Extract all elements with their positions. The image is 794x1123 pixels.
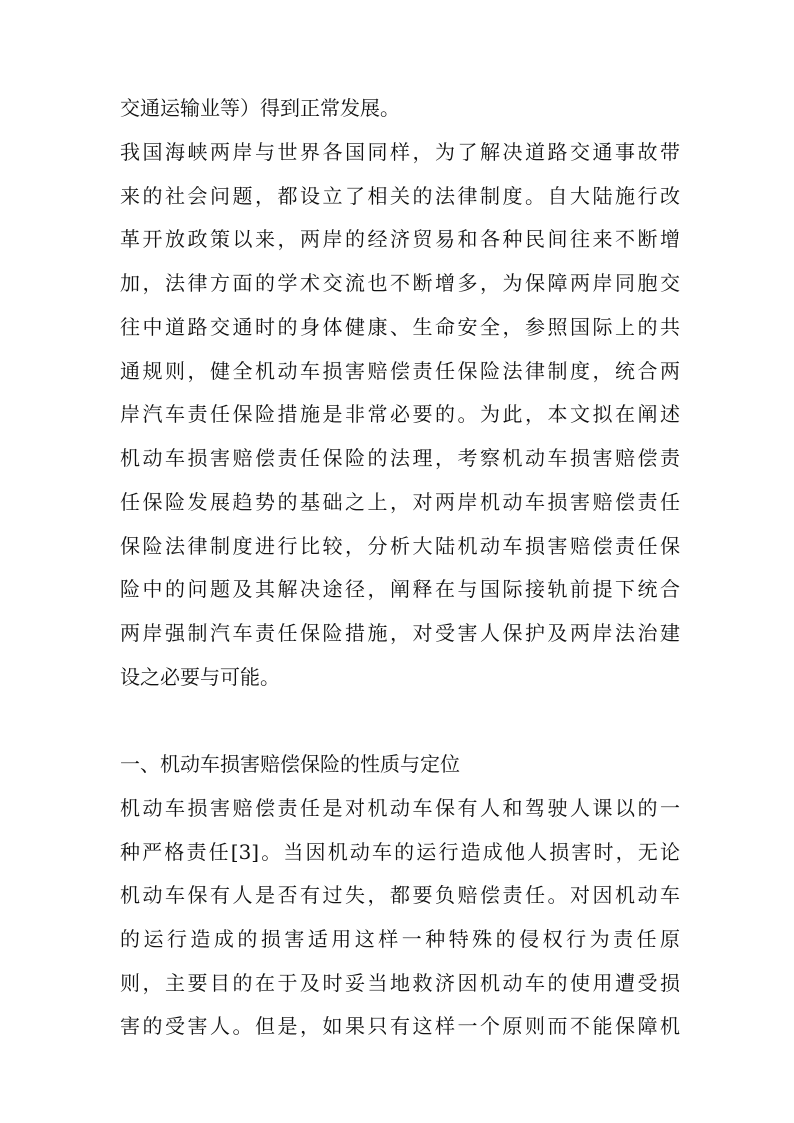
- paragraph-line: 机动车损害赔偿责任保险的法理，考察机动车损害赔偿责: [120, 446, 680, 470]
- paragraph-line: 保险法律制度进行比较，分析大陆机动车损害赔偿责任保: [120, 534, 680, 558]
- paragraph-line: 设之必要与可能。: [120, 665, 280, 689]
- paragraph-line: 任保险发展趋势的基础之上，对两岸机动车损害赔偿责任: [120, 490, 680, 514]
- paragraph-line: 则，主要目的在于及时妥当地救济因机动车的使用遭受损: [120, 971, 680, 995]
- paragraph-line: 来的社会问题，都设立了相关的法律制度。自大陆施行改: [120, 184, 680, 208]
- paragraph-line: 机动车保有人是否有过失，都要负赔偿责任。对因机动车: [120, 883, 680, 907]
- section-heading: 一、机动车损害赔偿保险的性质与定位: [120, 752, 460, 776]
- paragraph-line: 的运行造成的损害适用这样一种特殊的侵权行为责任原: [120, 927, 680, 951]
- paragraph-line: 我国海峡两岸与世界各国同样，为了解决道路交通事故带: [120, 140, 680, 164]
- paragraph-line: 两岸强制汽车责任保险措施，对受害人保护及两岸法治建: [120, 621, 680, 645]
- paragraph-line: 通规则，健全机动车损害赔偿责任保险法律制度，统合两: [120, 359, 680, 383]
- paragraph-line: 机动车损害赔偿责任是对机动车保有人和驾驶人课以的一: [120, 796, 680, 820]
- paragraph-line: 革开放政策以来，两岸的经济贸易和各种民间往来不断增: [120, 227, 680, 251]
- paragraph-line: 害的受害人。但是，如果只有这样一个原则而不能保障机: [120, 1014, 680, 1038]
- paragraph-line: 险中的问题及其解决途径，阐释在与国际接轨前提下统合: [120, 577, 680, 601]
- paragraph-line: 岸汽车责任保险措施是非常必要的。为此，本文拟在阐述: [120, 402, 680, 426]
- paragraph-line: 加，法律方面的学术交流也不断增多，为保障两岸同胞交: [120, 271, 680, 295]
- paragraph-line: 往中道路交通时的身体健康、生命安全，参照国际上的共: [120, 315, 680, 339]
- paragraph-line: 种严格责任[3]。当因机动车的运行造成他人损害时，无论: [120, 840, 680, 864]
- paragraph-line: 交通运输业等）得到正常发展。: [120, 96, 400, 120]
